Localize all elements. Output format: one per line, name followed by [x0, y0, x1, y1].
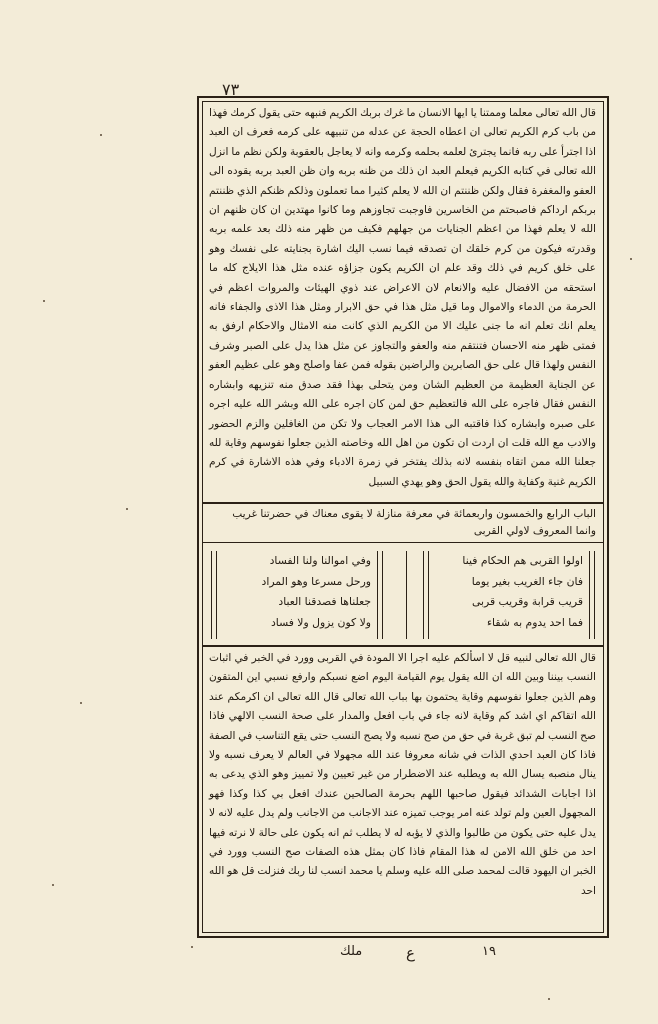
poem-divider	[406, 551, 407, 639]
verse-line: فان جاء الغريب بغير يوما	[471, 574, 583, 588]
page-number: ٧٣	[222, 80, 240, 99]
verse-line: جعلناها فصدقنا العباد	[278, 595, 371, 608]
footer-mark: ملك	[340, 944, 363, 959]
poem-border	[211, 551, 217, 639]
text-frame	[197, 96, 609, 938]
verse-line: ولا كون يزول ولا فساد	[270, 615, 371, 629]
verse-line: اولوا القربى هم الحكام فينا	[462, 554, 583, 567]
verse-line: ورحل مسرعا وهو المراد	[261, 574, 371, 588]
main-text-block	[203, 102, 603, 504]
poem-left-column	[211, 551, 383, 639]
closing-text-block	[203, 647, 603, 934]
chapter-heading: الباب الرابع والخمسون واربعمائة في معرفة منازلة لا يقوى معناك في حضرتنا غريب وانما المعروف لاولي القربى	[232, 508, 596, 537]
poem-border	[423, 551, 429, 639]
poem-border	[377, 551, 383, 639]
footer-mark: ع	[406, 944, 415, 962]
verse-line: فما احد يدوم به شقاء	[486, 615, 583, 629]
paper-speck	[548, 998, 550, 1000]
verse-line: قريب قرابة وقريب قربى	[472, 595, 583, 608]
paper-speck	[80, 702, 82, 704]
main-paragraph: قال الله تعالى معلما وممتنا يا ايها الانسان ما غرك بربك الكريم فنبهه حتى يقول كرمك فهذا من باب كرم الكريم تعالى ان اعطاه الحجة عن عدله من تنبيهه على كرمه فعرف ان العبد اذا اجترأ على ربه فانما يجترئ لعلمه بحلمه وكرمه وانه لا يعاجل بالعقوبة ولكن نظم ما انزل الله تعالى في كتابه الكريم فيعلم العبد ان ذلك من ظنه بربه وان ظن العبد بربه يقوده الى العفو والمغفرة فقال ولكن ظننتم ان الله لا يعلم كثيرا مما تعملون وذلكم ظنكم الذي ظننتم بربكم ارداكم فاصبحتم من الخاسرين فاوجبت تجاوزهم وما كانوا مهتدين ان كان ظنهم ان الله لا يعلم فهذا من اعظم الجنايات من جهلهم فكيف من ظهر منه ذلك بعد علمه بربه وقدرته فيكون من كرم خلقك ان تصدقه فيما نسب اليك اشارة بجنايته على نفسك وهو على خلق كريم في ذلك وقد علم ان الكريم يكون جزاؤه عنده مثل هذا الايلاج كله ما استحقه من الافضال عليه والانعام لان الاعراض عند ذوي الهيئات والمروات اعظم في الحرمة من الدماء والاموال وما قيل مثل هذا في حق الابرار ومثل هذا الاذى والجفاء فانه يعلم انك تعلم انه ما جنى عليك الا من الكريم الذي كانت منه الامثال والاحكام ارفق به فمتى ظهر منه الاحسان فتنتقم منه والعفو والتجاوز عن مثل هذا يدل على الصبر وشرف النفس ولهذا قال على حق الصابرين والراضين بقوله فمن عفا واصلح وهو على عظيم العفو عن الجناية العظيمة من العظيم الشان ومن يتحلى بهذا فقد صدق منه تنزيهه وابشاره النفس فقال فاجره على الله فالتعظيم حق لمن كان اجره على الله وبشر الله عليه اجره على صبره وابشاره كذا فاقتبه الى هذا الامر العجاب ولا تكن من الغافلين والزم الحضور والادب مع الله قلت ان اردت ان تكون من اهل الله وخاصته الذين جعلوا نفوسهم وقاية لله جعلنا الله ممن اتقاه بنفسه لانه بذلك يفتخر في زمرة الادباء وفي هذه الاشارة في كرم الكريم غنية وكفاية والله يقول الحق وهو يهدي السبيل	[209, 107, 596, 488]
paper-speck	[43, 300, 45, 302]
paper-speck	[630, 258, 632, 260]
poem-block	[203, 543, 603, 647]
chapter-heading-block	[203, 504, 603, 543]
text-frame-inner	[202, 101, 604, 933]
verse-line: وفي اموالنا ولنا الفساد	[269, 554, 371, 567]
paper-speck	[191, 946, 193, 948]
poem-right-column	[423, 551, 595, 639]
poem-border	[589, 551, 595, 639]
paper-speck	[100, 134, 102, 136]
paper-speck	[52, 884, 54, 886]
paper-speck	[126, 508, 128, 510]
footer-mark: ١٩	[482, 944, 496, 959]
closing-paragraph: قال الله تعالى لنبيه قل لا اسألكم عليه اجرا الا المودة في القربى وورد في الخبر في اثبات النسب بيننا وبين الله ان الله يقول يوم القيامة اليوم اضع نسبكم وارفع نسبي اين المتقون وهم الذين جعلوا نفوسهم وقاية يحتمون بها بباب الله تعالى قال الله تعالى ان اكرمكم عند الله اتقاكم اي اشد كم وقاية لانه جاء في باب افعل والمدار على صحة النسب الالهي فاذا صح النسب لم تبق غربة في حق من صح نسبه ولا يصح النسب حتى يقع التناسب في الصفة فاذا كان العبد احدي الذات في شانه معروفا عند الله مجهولا في العالم لا يعرف نسبه ولا ينال منصبه يسال الله به ويطلبه عند الاضطرار من غير تعيين ولا تمييز وهو الذي يدعى به اذا اجابات الشدائد فيقول صاحبها اللهم بحرمة الصالحين عندك افعل بي كذا وكذا فهو المجهول العين ولم تولد عنه امر يوجب تميزه عند الاجانب من الاجانب ولم يدل عليه لانه لا يدل عليه حتى يكون من طالبوا والذي لا يؤبه له لا يطلب ثم انه يكون على حالة لا نرته فيها احد من خلق الله الامن له هذا المقام فاذا كان بمثل هذه الصفات صح النسب وورد في الخبر ان اليهود قالت لمحمد صلى الله عليه وسلم يا محمد انسب لنا ربك فنزلت قل هو الله احد	[209, 652, 596, 897]
